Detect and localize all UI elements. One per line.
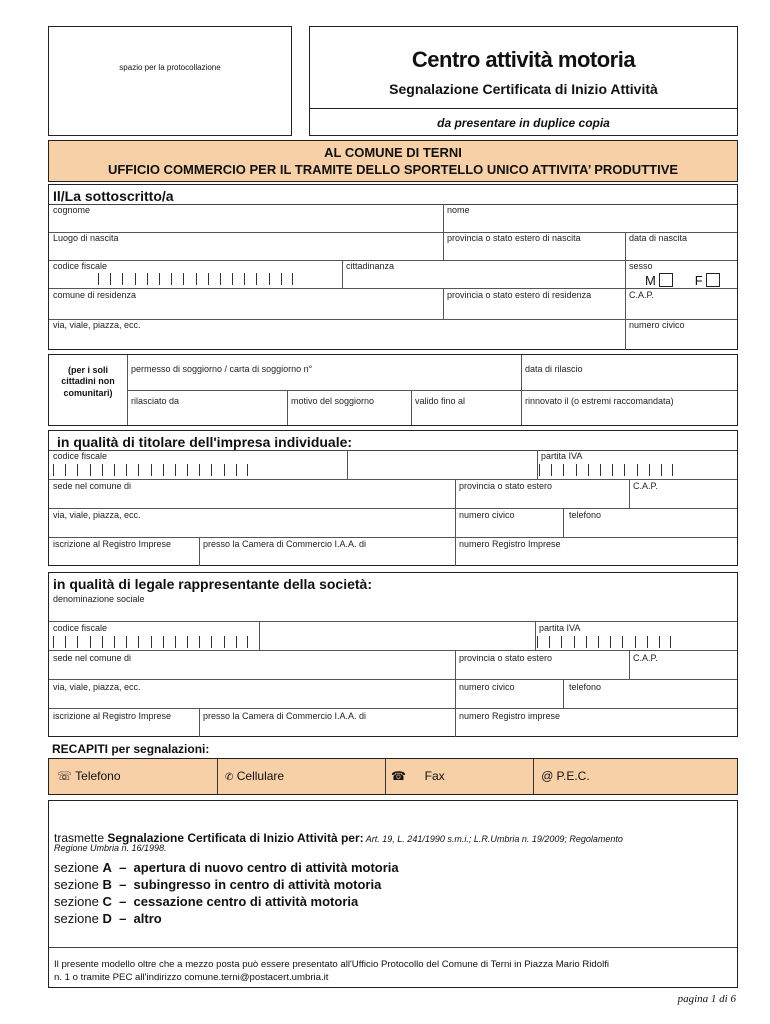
company-section — [48, 572, 738, 737]
nome-label: nome — [447, 205, 470, 215]
rilasciato-da-label: rilasciato da — [131, 396, 180, 406]
section-letter: A — [102, 860, 112, 875]
footer-note-line2: n. 1 o tramite PEC all'indirizzo comune.terni@postacert.umbria.it — [54, 972, 329, 983]
title-box — [309, 26, 738, 136]
individual-title: in qualità di titolare dell'impresa individuale: — [57, 434, 353, 450]
sex-m-label: M — [645, 273, 656, 288]
individual-civico-label: numero civico — [459, 510, 515, 520]
company-num-registro-label: numero Registro imprese — [459, 711, 561, 721]
contact-telefono[interactable] — [57, 769, 121, 783]
section-item-c[interactable] — [54, 893, 399, 910]
contact-cellulare[interactable] — [225, 769, 284, 783]
non-eu-note-line2: cittadini non — [61, 376, 115, 387]
section-list — [54, 859, 399, 927]
company-camera-label: presso la Camera di Commercio I.A.A. di — [203, 711, 367, 721]
section-word: sezione — [54, 877, 99, 892]
individual-registro-label: iscrizione al Registro Imprese — [53, 539, 172, 549]
contact-pec-label: P.E.C. — [556, 769, 590, 783]
sesso-label: sesso — [629, 261, 653, 271]
footer-note — [54, 958, 609, 984]
declarant-title: Il/La sottoscritto/a — [53, 188, 174, 204]
section-dash: – — [115, 911, 130, 926]
footer-note-line1: Il presente modello oltre che a mezzo posta può essere presentato all'Ufficio Protocollo del Comune di Terni in Piazza Mario Ridolfi — [54, 959, 610, 970]
individual-sede-label: sede nel comune di — [53, 481, 132, 491]
section-letter: C — [102, 894, 112, 909]
section-letter: B — [102, 877, 112, 892]
individual-via-label: via, viale, piazza, ecc. — [53, 510, 141, 520]
transmit-section — [48, 800, 738, 988]
company-registro-label: iscrizione al Registro Imprese — [53, 711, 172, 721]
section-text: subingresso in centro di attività motoria — [133, 877, 382, 892]
section-item-b[interactable] — [54, 876, 399, 893]
numero-civico-label: numero civico — [629, 320, 685, 330]
office-line1: AL COMUNE DI TERNI — [324, 145, 462, 160]
company-denominazione-label: denominazione sociale — [53, 594, 145, 604]
provincia-residenza-label: provincia o stato estero di residenza — [447, 290, 592, 300]
via-label: via, viale, piazza, ecc. — [53, 320, 141, 330]
codice-fiscale-boxes[interactable] — [98, 273, 293, 285]
section-dash: – — [115, 877, 130, 892]
rinnovato-label: rinnovato il (o estremi raccomandata) — [525, 396, 674, 406]
contact-fax-label: Fax — [424, 769, 445, 783]
company-civico-label: numero civico — [459, 682, 515, 692]
contact-pec[interactable] — [541, 769, 590, 783]
section-item-d[interactable] — [54, 910, 399, 927]
at-sign-icon: @ — [541, 769, 554, 783]
contact-telefono-label: Telefono — [75, 769, 121, 783]
office-banner — [48, 140, 738, 182]
transmit-divider — [49, 947, 737, 948]
codice-fiscale-label: codice fiscale — [53, 261, 108, 271]
protocol-label: spazio per la protocollazione — [119, 63, 221, 72]
copies-note: da presentare in duplice copia — [437, 116, 610, 130]
fax-icon: ☎ — [391, 769, 406, 783]
section-dash: – — [115, 894, 130, 909]
transmit-intro-refs: Art. 19, L. 241/1990 s.m.i.; L.R.Umbria n. 19/2009; Regolamento — [363, 834, 623, 844]
individual-telefono-label: telefono — [569, 510, 602, 520]
section-text: altro — [133, 911, 162, 926]
declarant-section — [48, 184, 738, 350]
contacts-bar — [48, 758, 738, 795]
individual-provincia-label: provincia o stato estero — [459, 481, 553, 491]
sex-f-checkbox[interactable] — [706, 273, 720, 287]
transmit-intro-bold: Segnalazione Certificata di Inizio Attività per: — [107, 831, 364, 845]
section-word: sezione — [54, 894, 99, 909]
contact-cellulare-label: Cellulare — [236, 769, 285, 783]
individual-cf-boxes[interactable] — [53, 464, 248, 476]
protocol-box — [48, 26, 292, 136]
company-piva-boxes[interactable] — [537, 636, 671, 648]
individual-piva-label: partita IVA — [541, 451, 583, 461]
company-cap-label: C.A.P. — [633, 653, 658, 663]
page-number: pagina 1 di 6 — [677, 993, 736, 1005]
section-dash: – — [115, 860, 130, 875]
individual-piva-boxes[interactable] — [539, 464, 673, 476]
motivo-label: motivo del soggiorno — [291, 396, 375, 406]
cittadinanza-label: cittadinanza — [346, 261, 395, 271]
valido-fino-label: valido fino al — [415, 396, 466, 406]
section-word: sezione — [54, 911, 99, 926]
transmit-intro-plain: trasmette — [54, 831, 108, 845]
non-eu-note-line3: comunitari) — [63, 387, 113, 398]
section-item-a[interactable] — [54, 859, 399, 876]
company-title: in qualità di legale rappresentante della società: — [53, 576, 372, 592]
page-title: Centro attività motoria — [411, 47, 636, 72]
sex-m-checkbox[interactable] — [659, 273, 673, 287]
sex-options — [645, 273, 720, 288]
contact-fax[interactable] — [391, 769, 445, 783]
comune-residenza-label: comune di residenza — [53, 290, 137, 300]
individual-cf-label: codice fiscale — [53, 451, 108, 461]
company-cf-boxes[interactable] — [53, 636, 248, 648]
provincia-nascita-label: provincia o stato estero di nascita — [447, 233, 581, 243]
non-eu-section — [48, 354, 738, 426]
transmit-intro-refs-line2: Regione Umbria n. 16/1998. — [54, 843, 167, 853]
company-cf-label: codice fiscale — [53, 623, 108, 633]
cognome-label: cognome — [53, 205, 91, 215]
individual-num-registro-label: numero Registro Imprese — [459, 539, 561, 549]
nome-field[interactable] — [447, 216, 733, 230]
company-provincia-label: provincia o stato estero — [459, 653, 553, 663]
company-via-label: via, viale, piazza, ecc. — [53, 682, 141, 692]
data-rilascio-label: data di rilascio — [525, 364, 583, 374]
sex-f-label: F — [694, 273, 703, 288]
company-telefono-label: telefono — [569, 682, 602, 692]
cognome-field[interactable] — [51, 216, 441, 230]
title-divider — [310, 108, 737, 109]
permesso-label: permesso di soggiorno / carta di soggiorno n° — [131, 364, 313, 374]
non-eu-note — [51, 365, 125, 399]
section-text: cessazione centro di attività motoria — [133, 894, 359, 909]
non-eu-note-line1: (per i soli — [67, 365, 108, 375]
cap-label: C.A.P. — [629, 290, 654, 300]
phone-icon: ☏ — [57, 769, 73, 783]
page-subtitle: Segnalazione Certificata di Inizio Attività — [389, 81, 658, 97]
section-letter: D — [102, 911, 112, 926]
individual-section — [48, 430, 738, 566]
company-sede-label: sede nel comune di — [53, 653, 132, 663]
office-line2: UFFICIO COMMERCIO PER IL TRAMITE DELLO SPORTELLO UNICO ATTIVITA’ PRODUTTIVE — [107, 162, 679, 177]
section-word: sezione — [54, 860, 99, 875]
company-piva-label: partita IVA — [539, 623, 581, 633]
individual-camera-label: presso la Camera di Commercio I.A.A. di — [203, 539, 367, 549]
section-text: apertura di nuovo centro di attività motoria — [133, 860, 399, 875]
mobile-phone-icon: ✆ — [225, 772, 234, 783]
individual-cap-label: C.A.P. — [633, 481, 658, 491]
data-nascita-label: data di nascita — [629, 233, 688, 243]
luogo-nascita-label: Luogo di nascita — [53, 233, 119, 243]
contacts-title: RECAPITI per segnalazioni: — [52, 742, 210, 756]
